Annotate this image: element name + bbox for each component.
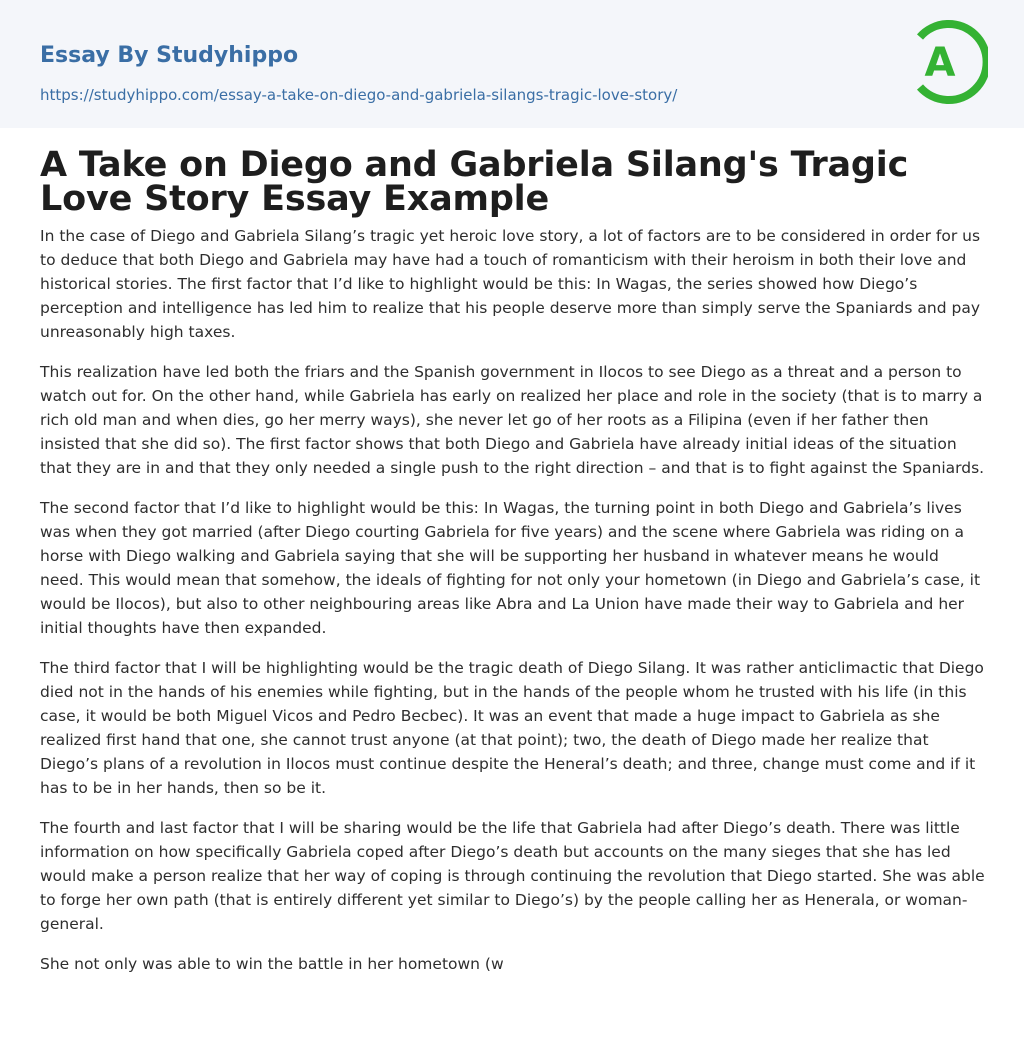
logo-ring-icon [912,18,988,106]
source-url-link[interactable]: https://studyhippo.com/essay-a-take-on-diego-and-gabriela-silangs-tragic-love-story/ [40,86,678,104]
studyhippo-logo[interactable] [912,18,988,106]
page-header [0,0,1024,128]
essay-paragraph: The fourth and last factor that I will be sharing would be the life that Gabriela had after Diego’s death. There was little information on how specifically Gabriela coped after Diego’s death but accounts on the many sieges that she has led would make a person realize that her way of coping is through continuing the revolution that Diego started. She was able to forge her own path (that is entirely different yet similar to Diego’s) by the people calling her as Henerala, or woman-general. [40,819,985,933]
essay-paragraph: This realization have led both the friars and the Spanish government in Ilocos to see Diego as a threat and a person to watch out for. On the other hand, while Gabriela has early on realized her place and role in the society (that is to marry a rich old man and when dies, go her merry ways), she never let go of her roots as a Filipina (even if her father then insisted that she did so). The first factor shows that both Diego and Gabriela have already initial ideas of the situation that they are in and that they only needed a single push to the right direction – and that is to fight against the Spaniards. [40,363,985,477]
essay-content [40,145,986,992]
essay-body [40,224,986,976]
essay-paragraph: In the case of Diego and Gabriela Silang’s tragic yet heroic love story, a lot of factors are to be considered in order for us to deduce that both Diego and Gabriela may have had a touch of romanticism with their heroism in both their love and historical stories. The first factor that I’d like to highlight would be this: In Wagas, the series showed how Diego’s perception and intelligence has led him to realize that his people deserve more than simply serve the Spaniards and pay unreasonably high taxes. [40,227,981,341]
essay-paragraph: The second factor that I’d like to highlight would be this: In Wagas, the turning point in both Diego and Gabriela’s lives was when they got married (after Diego courting Gabriela for five years) and the scene where Gabriela was riding on a horse with Diego walking and Gabriela saying that she will be supporting her husband in whatever means he would need. This would mean that somehow, the ideals of fighting for not only your hometown (in Diego and Gabriela’s case, it would be Ilocos), but also to other neighbouring areas like Abra and La Union have made their way to Gabriela and her initial thoughts have then expanded. [40,499,981,637]
essay-title: A Take on Diego and Gabriela Silang's Tragic Love Story Essay Example [40,145,909,219]
essay-paragraph: The third factor that I will be highlighting would be the tragic death of Diego Silang. It was rather anticlimactic that Diego died not in the hands of his enemies while fighting, but in the hands of the people whom he trusted with his life (in this case, it would be both Miguel Vicos and Pedro Becbec). It was an event that made a huge impact to Gabriela as she realized first hand that one, she cannot trust anyone (at that point); two, the death of Diego made her realize that Diego’s plans of a revolution in Ilocos must continue despite the Heneral’s death; and three, change must come and if it has to be in her hands, then so be it. [40,659,984,797]
essay-paragraph: She not only was able to win the battle in her hometown (w [40,955,504,973]
logo-letter: A [924,40,956,86]
brand-title: Essay By Studyhippo [40,43,299,68]
